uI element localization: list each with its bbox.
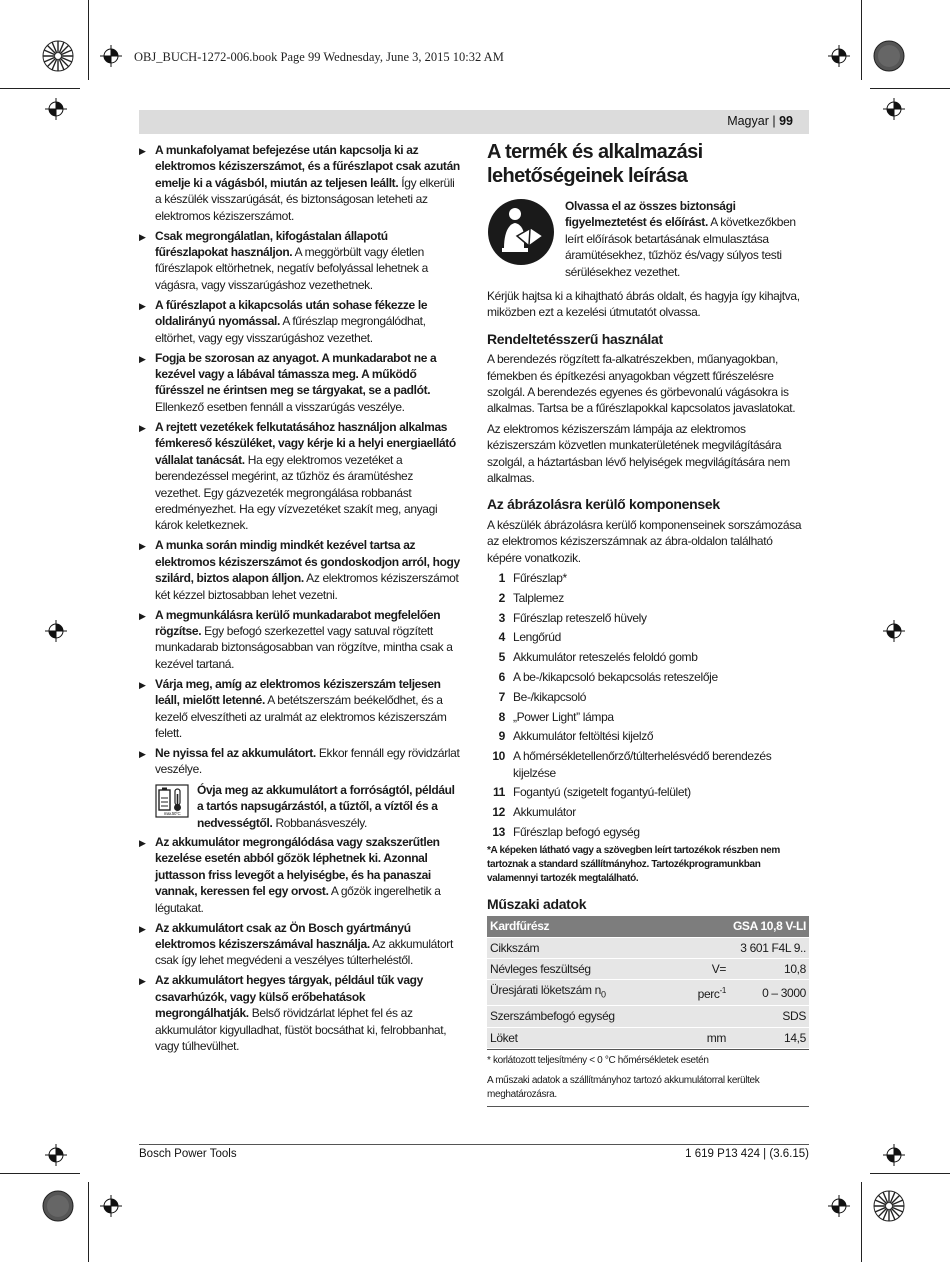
technical-data-heading: Műszaki adatok [487, 895, 587, 912]
crop-mark [861, 0, 862, 80]
registration-mark-icon [883, 620, 905, 642]
left-column [139, 142, 460, 1058]
footer-brand: Bosch Power Tools [139, 1148, 237, 1160]
table-row: Cikkszám 3 601 F4L 9.. [487, 937, 809, 958]
read-instructions-warning: Olvassa el az összes biztonsági figyelmeztetést és előírást. A következőkben leírt előírások betartásának elmulasztása áramütésekhez, tűzhöz és/vagy súlyos testi sérülésekhez vezethet. [487, 198, 809, 282]
safety-bullet: ▶ A megmunkálásra kerülő munkadarabot megfelelően rögzítse. Egy befogó szerkezettel vagy satuval rögzített munkadarab biztonságosabban van rögzítve, mintha csak a kezével tartaná. [139, 607, 460, 673]
section-title: A termék és alkalmazási lehetőségeinek leírása [487, 141, 703, 187]
crop-mark [88, 1182, 89, 1262]
table-note: A műszaki adatok a szállítmányhoz tartozó akkumulátorral kerültek meghatározásra. [487, 1074, 809, 1107]
crop-mark [870, 88, 950, 89]
right-column [487, 140, 809, 1107]
read-manual-icon [487, 198, 555, 266]
safety-bullet: ▶ Fogja be szorosan az anyagot. A munkadarabot ne a kezével vagy a lábával támassza meg. A működő fűrésszel ne érintsen meg se tárgyakat, se a padlót. Ellenkező esetben fennáll a visszarúgás veszélye. [139, 350, 460, 416]
safety-bullet: ▶ Az akkumulátort hegyes tárgyak, például tűk vagy csavarhúzók, vagy külső erőbehatások megrongálhatják. Belső rövidzárlat léphet fel és az akkumulátor kigyulladhat, füstöt bocsáthat ki, felrobbanhat, vagy túlhevülhet. [139, 972, 460, 1054]
header-language: Magyar [727, 114, 769, 128]
list-item: 1 Fűrészlap* [498, 571, 567, 586]
registration-mark-icon [100, 1195, 122, 1217]
components-heading: Az ábrázolásra kerülő komponensek [487, 496, 720, 513]
book-info-line: OBJ_BUCH-1272-006.book Page 99 Wednesday, June 3, 2015 10:32 AM [134, 50, 504, 64]
table-divider [487, 1049, 809, 1050]
header-separator: | [772, 114, 776, 128]
safety-bullet: ▶ Ne nyissa fel az akkumulátort. Ekkor fennáll egy rövidzárlat veszélye. [139, 745, 460, 778]
technical-data-table [487, 916, 809, 1049]
list-item: 3 Fűrészlap reteszelő hüvely [498, 610, 647, 625]
table-row: Löket mm 14,5 [487, 1027, 809, 1048]
crop-mark [0, 88, 80, 89]
crop-mark [88, 0, 89, 80]
list-item: 13 Fűrészlap befogó egység [492, 825, 640, 840]
components-intro: A készülék ábrázolásra kerülő komponenseinek sorszámozása az elektromos kéziszerszámnak az ábra-oldalon található képére vonatkozik. [487, 517, 802, 565]
list-item: 6 A be-/kikapcsoló bekapcsolás reteszelője [498, 670, 718, 685]
registration-mark-icon [828, 45, 850, 67]
safety-bullet: ▶ A rejtett vezetékek felkutatásához használjon alkalmas fémkereső készüléket, vagy kérje ki a helyi energiaellátó vállalat tanácsát. Ha egy elektromos vezetéket a berendezéssel megérint, az tűzhöz és áramütéshez vezethet. Egy gázvezeték megrongálása robbanást eredményezhet. Ha egy vízvezetéket szakít meg, anyagi károk keletkeznek. [139, 419, 460, 534]
color-wheel-mark-icon [873, 40, 905, 72]
table-row: Üresjárati löketszám $n_0$ perc$^{-1}$ 0 – 3000 [487, 980, 809, 1006]
registration-mark-icon [100, 45, 122, 67]
list-item: 12 Akkumulátor [492, 805, 576, 820]
footer-divider [139, 1144, 809, 1145]
safety-bullet: ▶ Csak megrongálatlan, kifogástalan állapotú fűrészlapokat használjon. A meggörbült vagy életlen fűrészlapok eltörhetnek, negatív befolyással lehetnek a vágásra, vagy visszarúgáshoz vezethetnek. [139, 228, 460, 294]
table-note: * korlátozott teljesítmény < 0 °C hőmérsékletek esetén [487, 1055, 709, 1067]
registration-mark-icon [883, 98, 905, 120]
list-item: 2 Talplemez [498, 590, 564, 605]
registration-mark-icon [45, 620, 67, 642]
safety-bullet: ▶ Az akkumulátort csak az Ön Bosch gyártmányú elektromos kéziszerszámával használja. Az akkumulátort csak így lehet megvédeni a veszélyes túlterheléstől. [139, 920, 460, 969]
color-wheel-mark-icon [42, 40, 74, 72]
battery-temperature-warning-icon [155, 784, 189, 818]
crop-mark [0, 1173, 80, 1174]
accessory-footnote: *A képeken látható vagy a szövegben leírt tartozékok részben nem tartoznak a standard szállítmányhoz. Tartozékprogramunkban valamennyi tartozék megtalálható. [487, 844, 780, 884]
page-header [139, 110, 809, 134]
list-item: 11 Fogantyú (szigetelt fogantyú-felület) [493, 785, 691, 800]
list-item: 7 Be-/kikapcsoló [498, 689, 587, 704]
registration-mark-icon [45, 98, 67, 120]
safety-bullet: ▶ A munka során mindig mindkét kezével tartsa az elektromos kéziszerszámot és gondoskodjon arról, hogy szilárd, biztos alapon álljon. Az elektromos kéziszerszámot két kézzel biztosabban lehet vezetni. [139, 537, 460, 603]
fold-out-instruction: Kérjük hajtsa ki a kihajtható ábrás oldalt, és hagyja így kihajtva, miközben ezt a kezelési útmutatót olvassa. [487, 289, 800, 320]
table-row: Névleges feszültség V= 10,8 [487, 959, 809, 980]
safety-bullet: ▶ A munkafolyamat befejezése után kapcsolja ki az elektromos kéziszerszámot, és a fűrészlapot csak azután emelje ki a vágásból, miután az teljesen leállt. Így elkerüli a készülék visszarúgását, és biztonságosan leteheti az elektromos kéziszerszámot. [139, 142, 460, 224]
registration-mark-icon [45, 1144, 67, 1166]
list-item: 5 Akkumulátor reteszelés feloldó gomb [498, 650, 698, 665]
list-item: 9 Akkumulátor feltöltési kijelző [498, 729, 654, 744]
heat-warning: max.50°C Óvja meg az akkumulátort a forróságtól, például a tartós napsugárzástól, a tűztől, a víztől és a nedvességtől. Robbanásveszély. [139, 782, 460, 831]
color-wheel-mark-icon [42, 1190, 74, 1222]
table-header-row: Kardfűrész GSA 10,8 V-LI [487, 916, 809, 937]
intended-use-heading: Rendeltetésszerű használat [487, 330, 663, 347]
safety-bullet: ▶ Várja meg, amíg az elektromos kéziszerszám teljesen leáll, mielőtt letenné. A betétszerszám beékelődhet, és a kezelő elveszítheti az uralmát az elektromos kéziszerszám felett. [139, 676, 460, 742]
intended-use-paragraph: Az elektromos kéziszerszám lámpája az elektromos kéziszerszám közvetlen munkaterületének megvilágítására szolgál, a háztartásban lévő helyiségek megvilágítására nem alkalmas. [487, 421, 790, 486]
list-item: 10 A hőmérsékletellenőrző/túlterhelésvédő berendezés kijelzése [492, 749, 772, 780]
table-row: Szerszámbefogó egység SDS [487, 1006, 809, 1027]
list-item: 4 Lengőrúd [498, 630, 561, 645]
crop-mark [870, 1173, 950, 1174]
svg-text:max.50°C: max.50°C [163, 810, 181, 816]
footer-doc-number: 1 619 P13 424 | (3.6.15) [685, 1148, 809, 1160]
safety-bullet: ▶ Az akkumulátor megrongálódása vagy szakszerűtlen kezelése esetén abból gőzök léphetnek ki. Azonnal juttasson friss levegőt a helyiségbe, és ha panaszai vannak, keressen fel egy orvost. A gőzök ingerelhetik a légutakat. [139, 834, 460, 916]
crop-mark [861, 1182, 862, 1262]
registration-mark-icon [828, 1195, 850, 1217]
component-list [487, 570, 809, 840]
color-wheel-mark-icon [873, 1190, 905, 1222]
page-number: 99 [779, 114, 793, 128]
intended-use-paragraph: A berendezés rögzített fa-alkatrészekben, műanyagokban, fémekben és építkezési anyagokban végzett fűrészelésre szolgál. A berendezés egyenes és görbevonalú vágásokra is alkalmas. Tartsa be a fűrészlapokkal kapcsolatos javaslatokat. [487, 352, 796, 416]
list-item: 8 „Power Light” lámpa [498, 709, 614, 724]
registration-mark-icon [883, 1144, 905, 1166]
safety-bullet: ▶ A fűrészlapot a kikapcsolás után sohase fékezze le oldalirányú nyomással. A fűrészlap megrongálódhat, eltörhet, vagy egy visszarúgáshoz vezethet. [139, 297, 460, 346]
